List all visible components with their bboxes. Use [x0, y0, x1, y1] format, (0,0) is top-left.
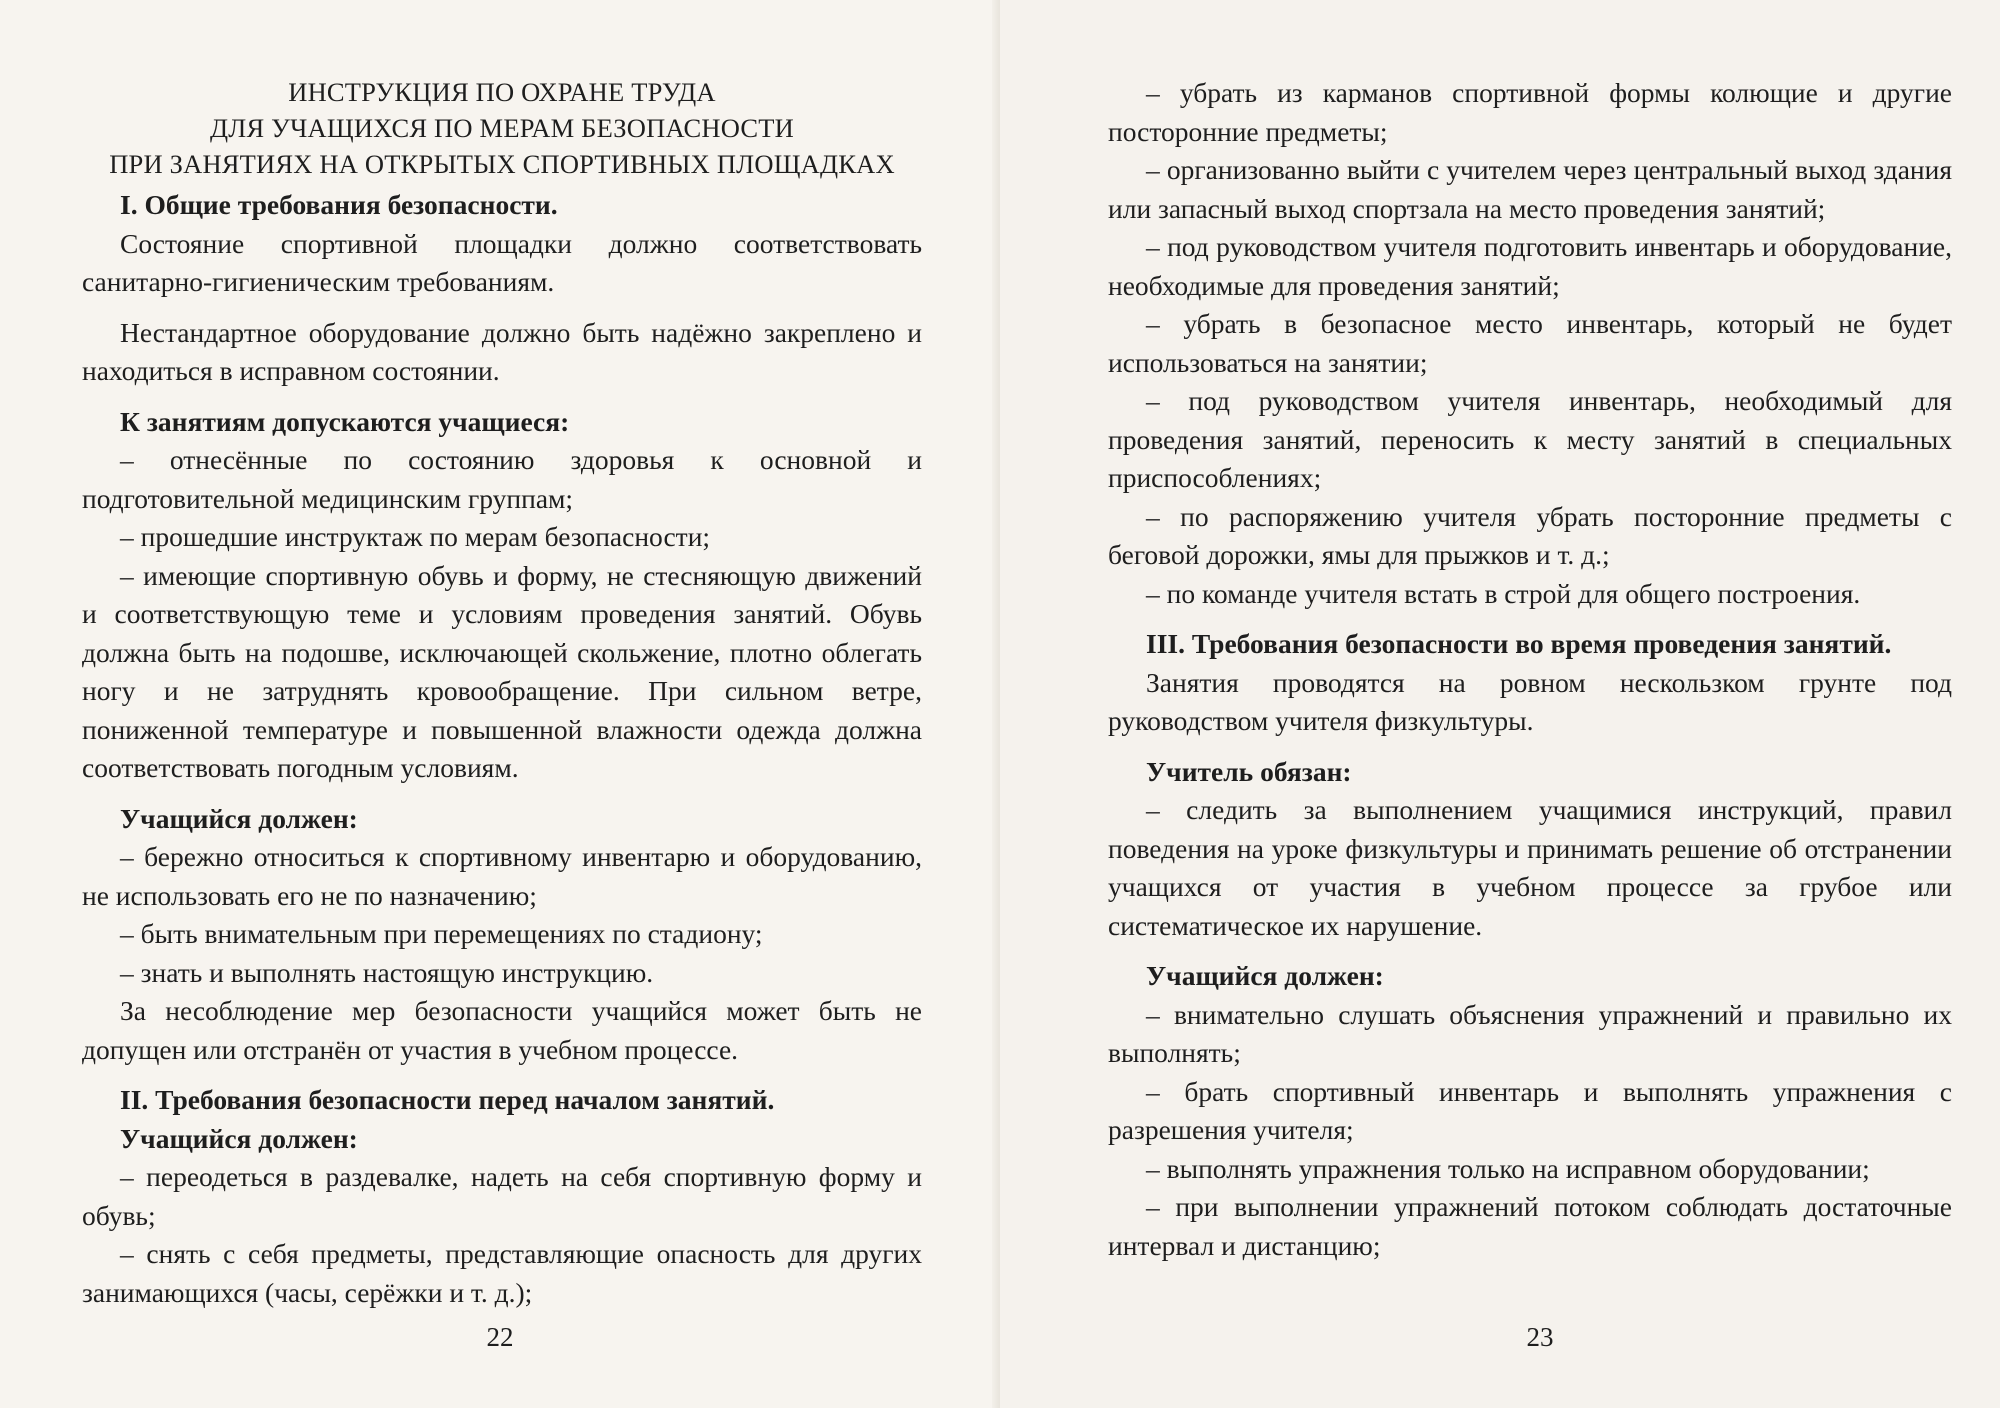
student-duties-heading: Учащийся должен:	[120, 1122, 358, 1154]
list-item: – внимательно слушать объяснения упражнений и правильно их выполнять;	[1108, 998, 1952, 1068]
list-item: – отнесённые по состоянию здоровья к основной и подготовительной медицинским группам;	[82, 444, 922, 514]
list-item: – имеющие спортивную обувь и форму, не стесняющую движений и соответствующую теме и условиям проведения занятий. Обувь должна быть на подошве, исключающей скольжение, плотно облегать ногу и не затруднять кровообращение. При сильном ветре, пониженной температуре и повышенной влажности одежда должна соответствовать погодным условиям.	[82, 559, 922, 783]
list-item: – знать и выполнять настоящую инструкцию.	[120, 956, 654, 988]
teacher-duties-heading: Учитель обязан:	[1146, 755, 1352, 787]
student-duties-heading: Учащийся должен:	[120, 802, 358, 834]
paragraph: Состояние спортивной площадки должно соответствовать санитарно-гигиеническим требованиям.	[82, 227, 922, 297]
list-item: – организованно выйти с учителем через центральный выход здания или запасный выход спортзала на место проведения занятий;	[1108, 154, 1952, 224]
list-item: – снять с себя предметы, представляющие опасность для других занимающихся (часы, серёжки и т. д.);	[82, 1238, 922, 1308]
list-item: – под руководством учителя подготовить инвентарь и оборудование, необходимые для проведения занятий;	[1108, 231, 1952, 301]
list-item: – убрать из карманов спортивной формы колющие и другие посторонние предметы;	[1108, 77, 1952, 147]
list-item: – брать спортивный инвентарь и выполнять упражнения с разрешения учителя;	[1108, 1075, 1952, 1145]
list-item: – быть внимательным при перемещениях по стадиону;	[120, 918, 763, 949]
document-title	[82, 74, 922, 182]
list-item: – по команде учителя встать в строй для общего построения.	[1146, 577, 1861, 609]
paragraph: Занятия проводятся на ровном нескользком грунте под руководством учителя физкультуры.	[1108, 666, 1952, 736]
section-1-heading: I. Общие требования безопасности.	[120, 189, 558, 220]
section-2-heading: II. Требования безопасности перед началом занятий.	[120, 1084, 775, 1115]
title-line-3: ПРИ ЗАНЯТИЯХ НА ОТКРЫТЫХ СПОРТИВНЫХ ПЛОЩАДКАХ	[109, 149, 895, 179]
list-item: – прошедшие инструктаж по мерам безопасности;	[120, 521, 711, 552]
list-item: – при выполнении упражнений потоком соблюдать достаточные интервал и дистанцию;	[1108, 1191, 1952, 1261]
title-line-2: ДЛЯ УЧАЩИХСЯ ПО МЕРАМ БЕЗОПАСНОСТИ	[210, 113, 794, 143]
list-item: – следить за выполнением учащимися инструкций, правил поведения на уроке физкультуры и принимать решение об отстранении учащихся от участия в учебном процессе за грубое или систематическое их нарушение.	[1108, 794, 1952, 941]
paragraph: Нестандартное оборудование должно быть надёжно закреплено и находиться в исправном состоянии.	[82, 316, 922, 386]
paragraph: За несоблюдение мер безопасности учащийся может быть не допущен или отстранён от участия в учебном процессе.	[82, 995, 922, 1065]
admission-heading: К занятиям допускаются учащиеся:	[120, 405, 570, 437]
section-3-heading: III. Требования безопасности во время проведения занятий.	[1146, 628, 1892, 659]
list-item: – убрать в безопасное место инвентарь, который не будет использоваться на занятии;	[1108, 308, 1952, 378]
list-item: – переодеться в раздевалке, надеть на себя спортивную форму и обувь;	[82, 1161, 922, 1231]
list-item: – бережно относиться к спортивному инвентарю и оборудованию, не использовать его не по назначению;	[82, 841, 922, 911]
list-item: – по распоряжению учителя убрать посторонние предметы с беговой дорожки, ямы для прыжков и т. д.;	[1108, 500, 1952, 570]
list-item: – под руководством учителя инвентарь, необходимый для проведения занятий, переносить к месту занятий в специальных приспособлениях;	[1108, 385, 1952, 493]
right-page	[1000, 0, 2000, 1408]
page-number: 23	[1526, 1322, 1554, 1352]
title-line-1: ИНСТРУКЦИЯ ПО ОХРАНЕ ТРУДА	[288, 77, 716, 107]
page-number: 22	[486, 1322, 514, 1352]
list-item: – выполнять упражнения только на исправном оборудовании;	[1146, 1152, 1870, 1184]
student-duties-heading: Учащийся должен:	[1146, 960, 1384, 991]
